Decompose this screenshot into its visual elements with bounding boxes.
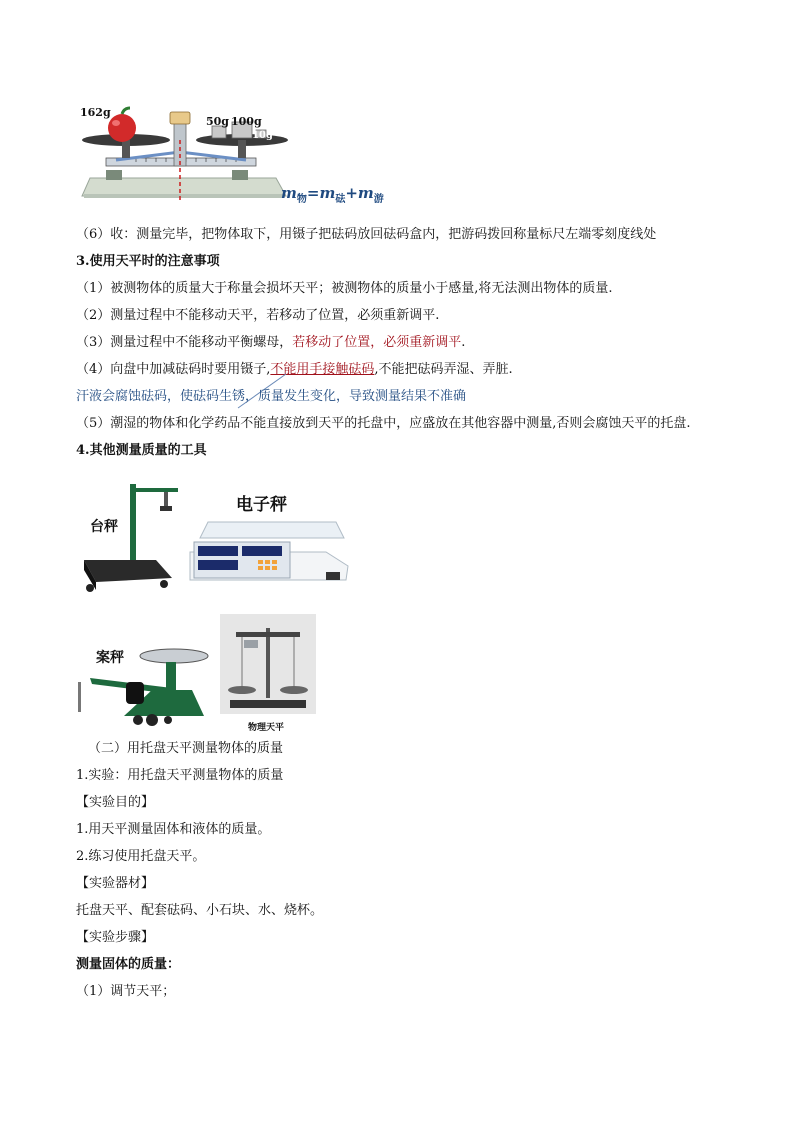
note-4 — [76, 361, 513, 379]
physics-balance-figure — [220, 614, 316, 734]
formula-sub-weights: 砝 — [335, 194, 346, 205]
electronic-scale-figure — [186, 486, 354, 586]
weight-50g-label: 50g — [206, 115, 229, 128]
note-1: （1）被测物体的质量大于称量会损坏天平；被测物体的质量小于感量,将无法测出物体的质量. — [76, 281, 613, 296]
section-2-title: （二）用托盘天平测量物体的质量 — [88, 741, 284, 756]
note-4-part-c: ,不能把砝码弄湿、弄脏. — [374, 362, 513, 377]
platform-scale-illustration — [76, 478, 186, 600]
step-1-adjust: （1）调节天平； — [76, 984, 176, 999]
physics-balance-illustration — [220, 614, 316, 714]
formula-m3: m — [357, 184, 374, 202]
formula-m2: m — [319, 184, 336, 202]
equipment-list: 托盘天平、配套砝码、小石块、水、烧杯。 — [76, 903, 324, 918]
weight-10g-label: 10g — [252, 130, 273, 141]
physics-balance-label: 物理天平 — [248, 723, 285, 733]
experiment-title: 1.实验：用托盘天平测量物体的质量 — [76, 768, 284, 783]
purpose-heading: 【实验目的】 — [76, 795, 155, 810]
note-3-part-b: 若移动了位置，必须重新调平 — [292, 335, 462, 350]
tray-balance-figure — [76, 100, 406, 205]
steps-heading: 【实验步骤】 — [76, 930, 155, 945]
solid-mass-heading: 测量固体的质量： — [76, 957, 181, 972]
heading-precautions: 3.使用天平时的注意事项 — [76, 254, 220, 269]
note-4-part-b: 不能用手接触砝码 — [270, 362, 375, 377]
apple-mass-label: 162g — [80, 106, 111, 119]
note-2: （2）测量过程中不能移动天平，若移动了位置，必须重新调平. — [76, 308, 440, 323]
note-4-part-a: （4）向盘中加减砝码时要用镊子, — [76, 362, 271, 377]
purpose-1: 1.用天平测量固体和液体的质量。 — [76, 822, 271, 837]
counter-scale-illustration — [72, 642, 212, 730]
note-3-part-c: . — [461, 335, 466, 350]
platform-scale-figure — [76, 478, 186, 600]
counter-scale-figure — [72, 642, 212, 730]
weight-100g-label: 100g — [231, 115, 262, 128]
step-6-store: （6）收：测量完毕，把物体取下，用镊子把砝码放回砝码盒内，把游码拨回称量标尺左端零刻度线处 — [76, 227, 657, 242]
note-3 — [76, 334, 465, 352]
heading-other-tools: 4.其他测量质量的工具 — [76, 443, 207, 458]
mass-formula — [281, 184, 384, 205]
counter-scale-label: 案秤 — [96, 650, 124, 666]
platform-scale-label: 台秤 — [90, 519, 118, 535]
note-5: （5）潮湿的物体和化学药品不能直接放到天平的托盘中，应盛放在其他容器中测量,否则会腐蚀天平的托盘. — [76, 416, 691, 431]
formula-sub-rider: 游 — [373, 194, 384, 205]
equipment-heading: 【实验器材】 — [76, 876, 155, 891]
formula-equals: = — [306, 184, 320, 202]
formula-plus: + — [345, 184, 358, 202]
purpose-2: 2.练习使用托盘天平。 — [76, 849, 206, 864]
sweat-corrosion-note: 汗液会腐蚀砝码，使砝码生锈，质量发生变化，导致测量结果不准确 — [76, 389, 467, 404]
formula-sub-object: 物 — [296, 194, 307, 205]
electronic-scale-label: 电子秤 — [236, 495, 287, 515]
note-3-part-a: （3）测量过程中不能移动平衡螺母， — [76, 335, 293, 350]
formula-m1: m — [281, 184, 297, 202]
